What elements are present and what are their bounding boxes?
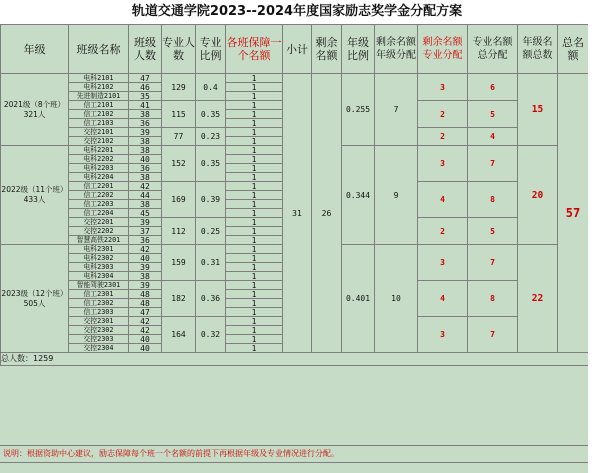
major-total-alloc: 6	[468, 74, 518, 101]
header-grade: 年级	[1, 25, 69, 74]
grade-total: 15	[518, 74, 558, 146]
major-count: 152	[162, 146, 196, 182]
header-subtotal: 小计	[283, 25, 312, 74]
major-count: 112	[162, 218, 196, 245]
major-ratio: 0.32	[196, 317, 226, 353]
subtotal-value: 31	[283, 74, 312, 353]
class-name: 信工2102	[69, 110, 129, 119]
class-name: 信工2301	[69, 290, 129, 299]
class-name: 电科2301	[69, 245, 129, 254]
class-count: 36	[129, 119, 162, 128]
class-name: 信工2302	[69, 299, 129, 308]
grade-ratio: 0.344	[342, 146, 375, 245]
class-name: 信工2202	[69, 191, 129, 200]
major-ratio: 0.25	[196, 218, 226, 245]
major-count: 159	[162, 245, 196, 281]
class-name: 信工2303	[69, 308, 129, 317]
header-class-count: 班级人数	[129, 25, 162, 74]
guarantee-value: 1	[226, 254, 283, 263]
major-total-alloc: 7	[468, 317, 518, 353]
remaining-major-alloc: 2	[418, 128, 468, 146]
remaining-value: 26	[312, 74, 342, 353]
guarantee-value: 1	[226, 281, 283, 290]
class-count: 38	[129, 272, 162, 281]
guarantee-value: 1	[226, 164, 283, 173]
class-count: 47	[129, 74, 162, 83]
remaining-major-alloc: 4	[418, 182, 468, 218]
grade-label: 2021级（8个班）321人	[1, 74, 69, 146]
major-ratio: 0.23	[196, 128, 226, 146]
remaining-major-alloc: 3	[418, 245, 468, 281]
header-grade-total: 年级名额总数	[518, 25, 558, 74]
class-name: 信工2204	[69, 209, 129, 218]
major-total-alloc: 5	[468, 101, 518, 128]
page-margin	[588, 0, 594, 473]
class-name: 智慧高铁2201	[69, 236, 129, 245]
class-count: 39	[129, 218, 162, 227]
class-name: 交控2302	[69, 326, 129, 335]
remaining-major-alloc: 3	[418, 74, 468, 101]
class-count: 47	[129, 308, 162, 317]
guarantee-value: 1	[226, 92, 283, 101]
total-people: 总人数：1259	[1, 353, 589, 366]
grade-label: 2022级（11个班）433人	[1, 146, 69, 245]
guarantee-value: 1	[226, 272, 283, 281]
grade-total: 20	[518, 146, 558, 245]
class-count: 36	[129, 236, 162, 245]
class-count: 38	[129, 137, 162, 146]
guarantee-value: 1	[226, 155, 283, 164]
header-remaining: 剩余名额	[312, 25, 342, 74]
major-ratio: 0.36	[196, 281, 226, 317]
major-ratio: 0.35	[196, 146, 226, 182]
class-count: 41	[129, 101, 162, 110]
table-row	[1, 74, 589, 83]
guarantee-value: 1	[226, 182, 283, 191]
class-name: 智能驾驶2301	[69, 281, 129, 290]
guarantee-value: 1	[226, 101, 283, 110]
header-major-total-alloc: 专业名额总分配	[468, 25, 518, 74]
major-count: 115	[162, 101, 196, 128]
major-count: 129	[162, 74, 196, 101]
class-count: 39	[129, 263, 162, 272]
class-count: 40	[129, 155, 162, 164]
class-name: 电科2204	[69, 173, 129, 182]
class-name: 交控2202	[69, 227, 129, 236]
class-count: 35	[129, 92, 162, 101]
class-name: 电科2203	[69, 164, 129, 173]
major-total-alloc: 4	[468, 128, 518, 146]
guarantee-value: 1	[226, 308, 283, 317]
grade-total: 22	[518, 245, 558, 353]
class-count: 44	[129, 191, 162, 200]
guarantee-value: 1	[226, 209, 283, 218]
header-major-ratio: 专业比例	[196, 25, 226, 74]
guarantee-value: 1	[226, 146, 283, 155]
guarantee-value: 1	[226, 317, 283, 326]
guarantee-value: 1	[226, 110, 283, 119]
guarantee-value: 1	[226, 326, 283, 335]
class-name: 交控2301	[69, 317, 129, 326]
class-name: 信工2201	[69, 182, 129, 191]
class-count: 38	[129, 200, 162, 209]
class-count: 38	[129, 110, 162, 119]
remaining-grade-alloc: 7	[375, 74, 418, 146]
guarantee-value: 1	[226, 74, 283, 83]
major-count: 77	[162, 128, 196, 146]
class-count: 38	[129, 173, 162, 182]
class-count: 42	[129, 245, 162, 254]
allocation-table	[0, 24, 589, 366]
class-name: 电科2303	[69, 263, 129, 272]
class-count: 46	[129, 83, 162, 92]
class-count: 48	[129, 299, 162, 308]
class-count: 48	[129, 290, 162, 299]
class-count: 38	[129, 146, 162, 155]
class-count: 40	[129, 344, 162, 353]
class-count: 37	[129, 227, 162, 236]
major-ratio: 0.35	[196, 101, 226, 128]
class-name: 电科2201	[69, 146, 129, 155]
class-name: 先进制造2101	[69, 92, 129, 101]
class-name: 电科2304	[69, 272, 129, 281]
guarantee-value: 1	[226, 344, 283, 353]
class-name: 电科2101	[69, 74, 129, 83]
class-count: 40	[129, 335, 162, 344]
class-name: 交控2201	[69, 218, 129, 227]
class-count: 42	[129, 317, 162, 326]
class-name: 信工2101	[69, 101, 129, 110]
class-name: 交控2304	[69, 344, 129, 353]
guarantee-value: 1	[226, 227, 283, 236]
remaining-major-alloc: 2	[418, 218, 468, 245]
major-count: 164	[162, 317, 196, 353]
guarantee-value: 1	[226, 236, 283, 245]
remaining-major-alloc: 3	[418, 317, 468, 353]
guarantee-value: 1	[226, 119, 283, 128]
class-name: 信工2103	[69, 119, 129, 128]
major-count: 169	[162, 182, 196, 218]
header-remaining-major-alloc: 剩余名额专业分配	[418, 25, 468, 74]
class-name: 交控2101	[69, 128, 129, 137]
grade-ratio: 0.255	[342, 74, 375, 146]
guarantee-value: 1	[226, 335, 283, 344]
guarantee-value: 1	[226, 137, 283, 146]
grade-ratio: 0.401	[342, 245, 375, 353]
guarantee-value: 1	[226, 128, 283, 137]
guarantee-value: 1	[226, 173, 283, 182]
header-class-name: 班级名称	[69, 25, 129, 74]
total-quota: 57	[558, 74, 589, 353]
remaining-major-alloc: 4	[418, 281, 468, 317]
major-total-alloc: 7	[468, 146, 518, 182]
class-count: 39	[129, 128, 162, 137]
class-count: 36	[129, 164, 162, 173]
guarantee-value: 1	[226, 290, 283, 299]
remaining-major-alloc: 3	[418, 146, 468, 182]
class-name: 电科2202	[69, 155, 129, 164]
header-remaining-grade-alloc: 剩余名额年级分配	[375, 25, 418, 74]
class-name: 电科2302	[69, 254, 129, 263]
guarantee-value: 1	[226, 245, 283, 254]
class-count: 40	[129, 254, 162, 263]
explanation-note: 说明：根据资助中心建议，励志保障每个班一个名额的前提下再根据年级及专业情况进行分配。	[0, 445, 594, 463]
guarantee-value: 1	[226, 200, 283, 209]
class-name: 交控2303	[69, 335, 129, 344]
header-guarantee: 各班保障一个名额	[226, 25, 283, 74]
major-count: 182	[162, 281, 196, 317]
class-count: 39	[129, 281, 162, 290]
major-ratio: 0.39	[196, 182, 226, 218]
major-ratio: 0.31	[196, 245, 226, 281]
class-name: 交控2102	[69, 137, 129, 146]
class-count: 42	[129, 182, 162, 191]
header-total: 总名额	[558, 25, 589, 74]
page-title: 轨道交通学院2023--2024年度国家励志奖学金分配方案	[0, 0, 594, 24]
guarantee-value: 1	[226, 191, 283, 200]
class-name: 电科2102	[69, 83, 129, 92]
major-total-alloc: 8	[468, 182, 518, 218]
grade-label: 2023级（12个班）505人	[1, 245, 69, 353]
remaining-major-alloc: 2	[418, 101, 468, 128]
guarantee-value: 1	[226, 83, 283, 92]
footer-row	[1, 353, 589, 366]
major-total-alloc: 5	[468, 218, 518, 245]
guarantee-value: 1	[226, 218, 283, 227]
header-row	[1, 25, 589, 74]
remaining-grade-alloc: 10	[375, 245, 418, 353]
header-major-count: 专业人数	[162, 25, 196, 74]
header-grade-ratio: 年级比例	[342, 25, 375, 74]
class-count: 42	[129, 326, 162, 335]
guarantee-value: 1	[226, 299, 283, 308]
major-ratio: 0.4	[196, 74, 226, 101]
remaining-grade-alloc: 9	[375, 146, 418, 245]
major-total-alloc: 7	[468, 245, 518, 281]
major-total-alloc: 8	[468, 281, 518, 317]
guarantee-value: 1	[226, 263, 283, 272]
class-count: 45	[129, 209, 162, 218]
class-name: 信工2203	[69, 200, 129, 209]
